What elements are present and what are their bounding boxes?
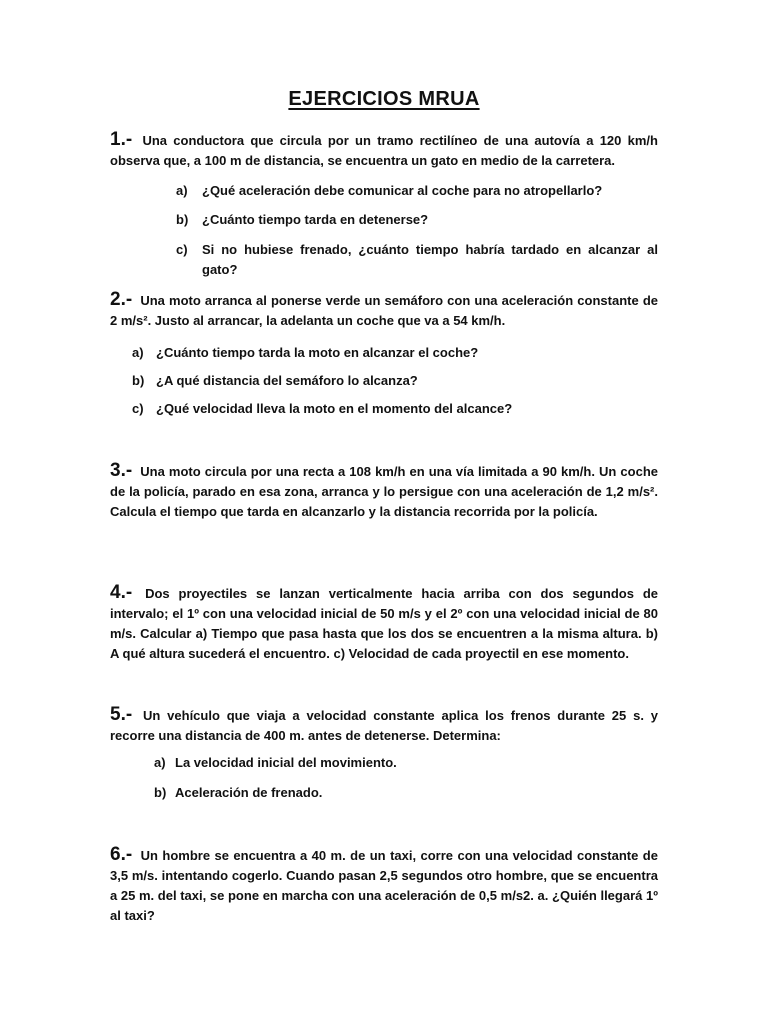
item-text: ¿A qué distancia del semáforo lo alcanza?	[156, 373, 418, 388]
item-letter: c)	[176, 242, 188, 257]
exercise-2	[110, 290, 658, 331]
exercise-text: Un vehículo que viaja a velocidad constante aplica los frenos durante 25 s. y recorre una distancia de 400 m. antes de detenerse. Determina:	[110, 708, 658, 743]
exercise-1-item-a	[176, 181, 658, 201]
exercise-2-item-b	[132, 371, 658, 391]
exercise-number: 1.-	[110, 129, 133, 150]
exercise-5-item-b	[154, 783, 658, 803]
item-text: ¿Qué aceleración debe comunicar al coche para no atropellarlo?	[202, 183, 603, 198]
exercise-5-item-a	[154, 753, 658, 773]
item-letter: b)	[154, 785, 167, 800]
exercise-text: Una conductora que circula por un tramo rectilíneo de una autovía a 120 km/h observa que, a 100 m de distancia, se encuentra un gato en medio de la carretera.	[110, 133, 658, 168]
exercise-2-item-a	[132, 343, 658, 363]
item-text: La velocidad inicial del movimiento.	[175, 755, 397, 770]
item-text: ¿Cuánto tiempo tarda la moto en alcanzar el coche?	[156, 345, 479, 360]
item-letter: b)	[176, 212, 189, 227]
exercise-number: 4.-	[110, 582, 133, 603]
item-letter: a)	[154, 755, 166, 770]
exercise-1	[110, 130, 658, 171]
exercise-number: 2.-	[110, 289, 133, 310]
exercise-number: 3.-	[110, 460, 133, 481]
exercise-1-item-c	[176, 240, 658, 280]
page-title: EJERCICIOS MRUA	[288, 88, 480, 110]
exercise-3	[110, 461, 658, 522]
exercise-text: Dos proyectiles se lanzan verticalmente hacia arriba con dos segundos de intervalo; el 1º con una velocidad inicial de 50 m/s y el 2º con una velocidad inicial de 80 m/s. Calcular a) Tiempo que pasa hasta que los dos se encuentren a la misma altura. b) A qué altura sucederá el encuentro. c) Velocidad de cada proyectil en ese momento.	[110, 586, 658, 661]
exercise-2-item-c	[132, 399, 658, 419]
item-letter: a)	[176, 183, 188, 198]
item-text: Aceleración de frenado.	[175, 785, 323, 800]
exercise-number: 6.-	[110, 844, 133, 865]
exercise-5	[110, 705, 658, 746]
item-text: ¿Cuánto tiempo tarda en detenerse?	[202, 212, 429, 227]
exercise-number: 5.-	[110, 704, 133, 725]
exercise-1-item-b	[176, 210, 658, 230]
exercise-text: Un hombre se encuentra a 40 m. de un taxi, corre con una velocidad constante de 3,5 m/s. intentando cogerlo. Cuando pasan 2,5 segundos otro hombre, que se encuentra a 25 m. del taxi, se pone en marcha con una aceleración de 0,5 m/s2. a. ¿Quién llegará 1º al taxi?	[110, 848, 658, 923]
item-text: Si no hubiese frenado, ¿cuánto tiempo habría tardado en alcanzar al gato?	[202, 242, 658, 277]
exercise-4	[110, 583, 658, 664]
item-text: ¿Qué velocidad lleva la moto en el momento del alcance?	[156, 401, 513, 416]
exercise-text: Una moto circula por una recta a 108 km/h en una vía limitada a 90 km/h. Un coche de la policía, parado en esa zona, arranca y lo persigue con una aceleración de 1,2 m/s². Calcula el tiempo que tarda en alcanzarlo y la distancia recorrida por la policía.	[110, 464, 658, 519]
item-letter: b)	[132, 373, 145, 388]
exercise-6	[110, 845, 658, 926]
exercise-text: Una moto arranca al ponerse verde un semáforo con una aceleración constante de 2 m/s². Justo al arrancar, la adelanta un coche que va a 54 km/h.	[110, 293, 658, 328]
item-letter: c)	[132, 401, 144, 416]
item-letter: a)	[132, 345, 144, 360]
